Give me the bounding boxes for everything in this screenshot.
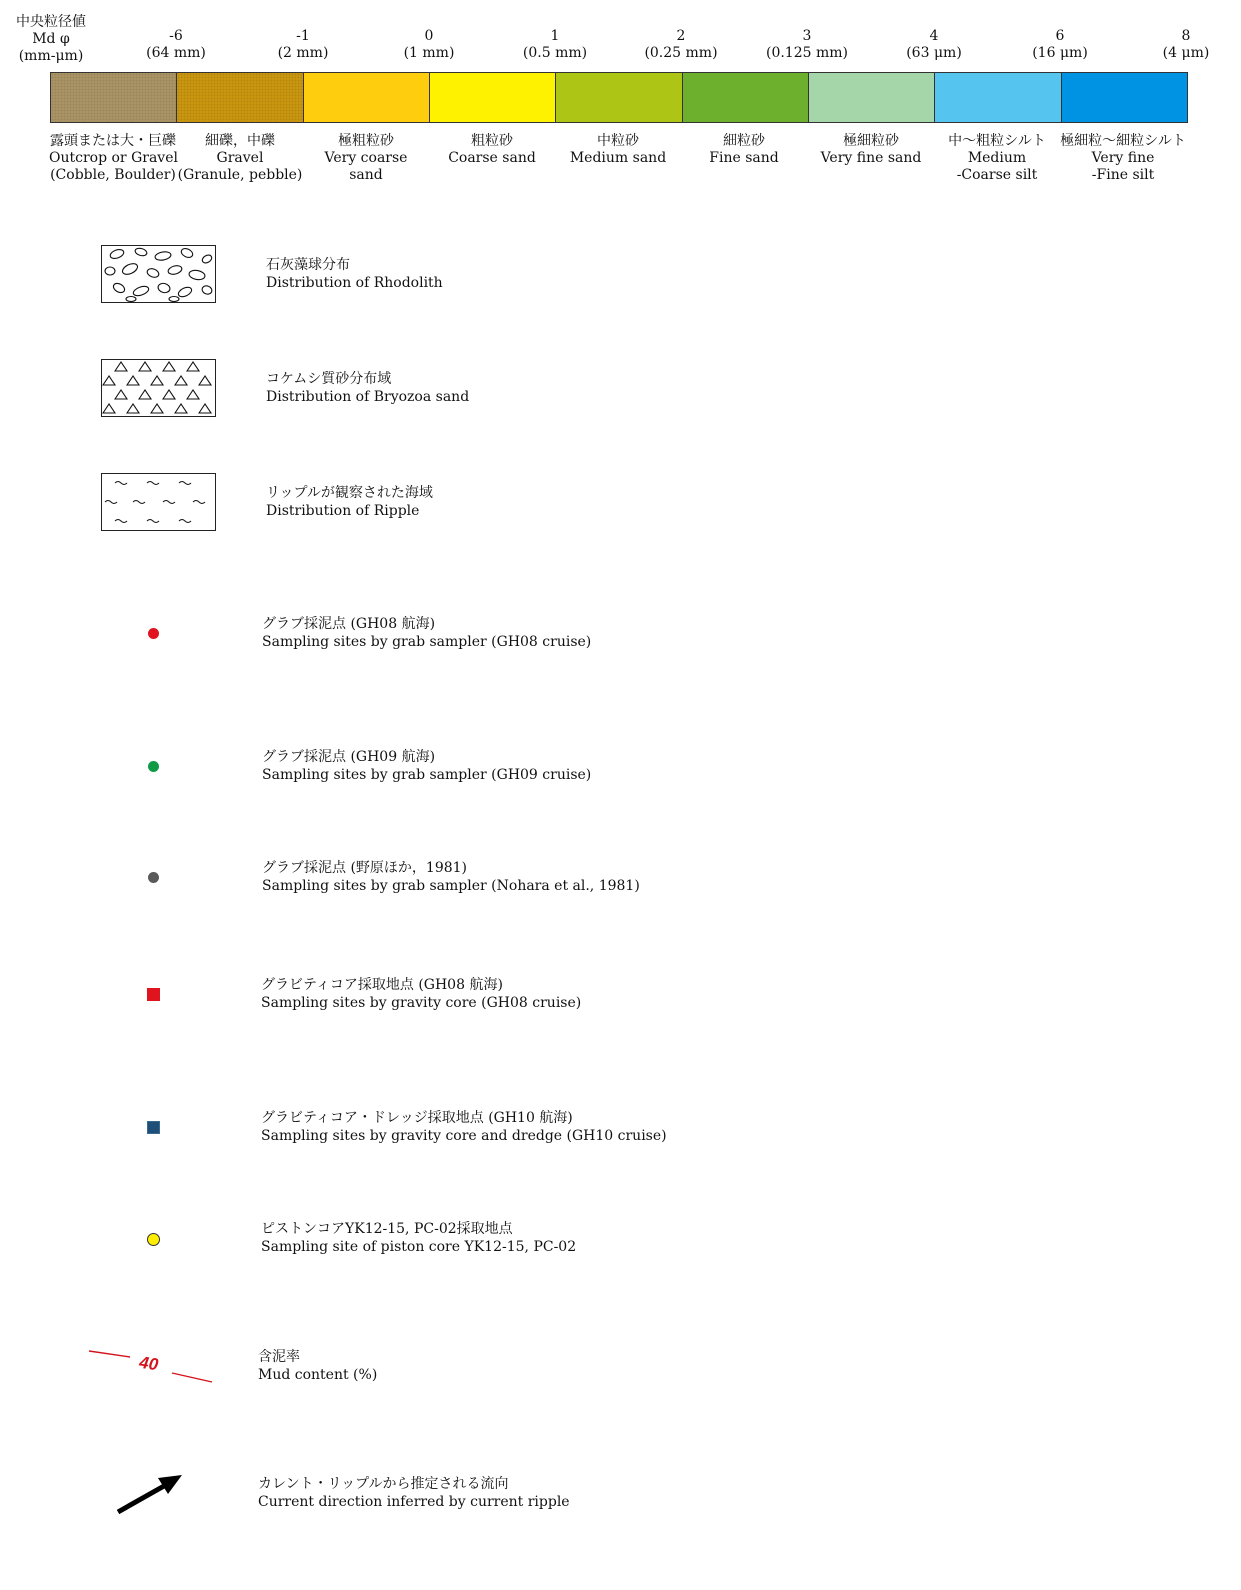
- class-label-fine-silt: 極細粒〜細粒シルト Very fine -Fine silt: [1060, 133, 1186, 183]
- legend-text-ripple: リップルが観察された海域 Distribution of Ripple: [266, 485, 433, 519]
- red-dot-icon: [148, 628, 159, 639]
- scale-tick: 8 (4 μm): [1162, 28, 1210, 61]
- scale-tick: 3 (0.125 mm): [765, 28, 848, 61]
- scale-tick: 6 (16 μm): [1032, 28, 1088, 61]
- mud-contour-value: 40: [138, 1352, 160, 1375]
- legend-text-gravity-gh08: グラビティコア採取地点 (GH08 航海) Sampling sites by gravity core (GH08 cruise): [261, 977, 582, 1011]
- scale-header: [10, 14, 92, 65]
- class-label-very-fine-sand: 極細粒砂 Very fine sand: [820, 133, 922, 166]
- bryozoa-triangle-pattern-icon: [101, 359, 217, 422]
- class-label-coarse-silt: 中〜粗粒シルト Medium -Coarse silt: [948, 133, 1046, 183]
- ripple-wave-pattern-icon: [101, 473, 217, 536]
- scale-tick: 2 (0.25 mm): [644, 28, 718, 61]
- scale-tick: 1 (0.5 mm): [522, 28, 588, 61]
- legend-text-grab-gh08: グラブ採泥点 (GH08 航海) Sampling sites by grab sampler (GH08 cruise): [262, 616, 592, 650]
- red-square-icon: [147, 988, 160, 1001]
- class-label-gravel: 細礫，中礫 Gravel (Granule, pebble): [177, 133, 303, 183]
- rhodolith-pattern-icon: [101, 245, 217, 308]
- color-segment-outcrop-gravel: [51, 73, 177, 122]
- class-label-medium-sand: 中粒砂 Medium sand: [569, 133, 667, 166]
- current-arrow-icon: [114, 1472, 186, 1522]
- legend-text-grab-gh09: グラブ採泥点 (GH09 航海) Sampling sites by grab sampler (GH09 cruise): [262, 749, 592, 783]
- scale-tick: -6 (64 mm): [146, 28, 206, 61]
- legend-text-piston-core: ピストンコアYK12-15, PC-02採取地点 Sampling site of piston core YK12-15, PC-02: [261, 1221, 577, 1255]
- color-segment-fine-silt: [1062, 73, 1187, 122]
- color-segment-very-coarse-sand: [304, 73, 430, 122]
- scale-header-ja: 中央粒径値: [16, 14, 86, 30]
- grain-size-color-bar: [50, 72, 1188, 123]
- scale-tick: -1 (2 mm): [277, 28, 329, 61]
- class-label-very-coarse-sand: 極粗粒砂 Very coarse sand: [324, 133, 408, 183]
- gray-dot-icon: [148, 872, 159, 883]
- color-segment-coarse-sand: [430, 73, 556, 122]
- color-segment-fine-sand: [683, 73, 809, 122]
- legend-text-current-direction: カレント・リップルから推定される流向 Current direction inferred by current ripple: [258, 1476, 570, 1510]
- scale-header-unit: (mm-μm): [18, 48, 84, 64]
- green-dot-icon: [148, 761, 159, 772]
- legend-text-gravity-gh10: グラビティコア・ドレッジ採取地点 (GH10 航海) Sampling sites by gravity core and dredge (GH10 cruise): [261, 1110, 667, 1144]
- legend-text-grab-nohara: グラブ採泥点 (野原ほか，1981) Sampling sites by grab sampler (Nohara et al., 1981): [262, 860, 640, 894]
- class-label-coarse-sand: 粗粒砂 Coarse sand: [448, 133, 536, 166]
- color-segment-gravel: [177, 73, 303, 122]
- class-label-outcrop-gravel: 露頭または大・巨礫 Outcrop or Gravel (Cobble, Boulder): [49, 133, 178, 183]
- legend-text-mud-content: 含泥率 Mud content (%): [258, 1349, 378, 1383]
- yellow-circle-icon: [147, 1233, 160, 1246]
- color-segment-coarse-silt: [935, 73, 1061, 122]
- legend-text-rhodolith: 石灰藻球分布 Distribution of Rhodolith: [266, 257, 443, 291]
- color-segment-very-fine-sand: [809, 73, 935, 122]
- scale-tick: 0 (1 mm): [403, 28, 455, 61]
- blue-square-icon: [147, 1121, 160, 1134]
- scale-tick: 4 (63 μm): [906, 28, 962, 61]
- color-segment-medium-sand: [556, 73, 682, 122]
- class-label-fine-sand: 細粒砂 Fine sand: [709, 133, 779, 166]
- scale-header-phi: Md φ: [32, 31, 70, 47]
- mud-contour-line-icon: [86, 1345, 216, 1391]
- legend-text-bryozoa: コケムシ質砂分布域 Distribution of Bryozoa sand: [266, 371, 470, 405]
